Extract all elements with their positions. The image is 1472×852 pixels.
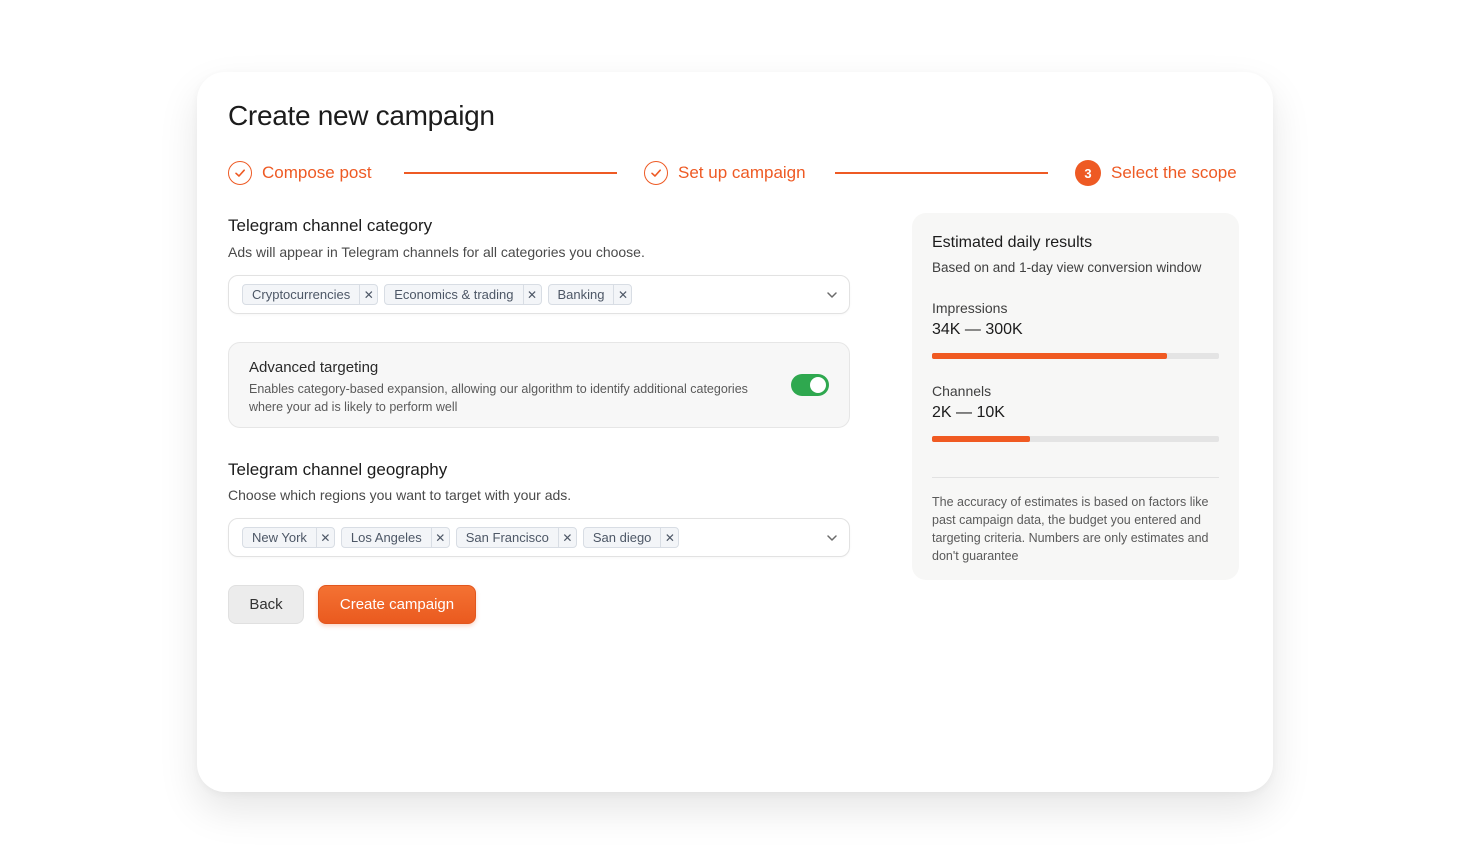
step-connector <box>835 172 1048 174</box>
geography-title: Telegram channel geography <box>228 460 448 479</box>
impressions-bar-fill <box>932 353 1167 359</box>
chip-label: Los Angeles <box>350 530 422 545</box>
check-circle-icon <box>644 161 668 185</box>
remove-icon[interactable]: ✕ <box>431 528 449 547</box>
step-connector <box>404 172 617 174</box>
category-description: Ads will appear in Telegram channels for all categories you choose. <box>228 244 645 260</box>
remove-icon[interactable]: ✕ <box>660 528 678 547</box>
remove-icon[interactable]: ✕ <box>613 285 631 304</box>
category-multiselect[interactable] <box>228 275 850 314</box>
chevron-down-icon[interactable] <box>825 288 839 302</box>
advanced-targeting-card <box>228 342 850 428</box>
channels-bar <box>932 436 1219 442</box>
estimates-subtitle: Based on and 1-day view conversion window <box>932 260 1202 275</box>
category-chips <box>242 284 632 305</box>
step-number-badge: 3 <box>1075 160 1101 186</box>
chip-los-angeles <box>341 527 450 548</box>
estimates-panel <box>912 213 1239 580</box>
chip-label: San diego <box>592 530 652 545</box>
chip-banking <box>548 284 633 305</box>
create-campaign-button[interactable]: Create campaign <box>318 585 476 624</box>
chip-economics-trading <box>384 284 541 305</box>
chip-label: Economics & trading <box>394 287 514 302</box>
step-select-the-scope[interactable] <box>1075 159 1237 187</box>
chip-label: Banking <box>557 287 605 302</box>
campaign-card <box>197 72 1273 792</box>
back-button[interactable]: Back <box>228 585 304 624</box>
impressions-bar <box>932 353 1219 359</box>
channels-label: Channels <box>932 383 992 399</box>
step-label: Select the scope <box>1111 163 1237 182</box>
remove-icon[interactable]: ✕ <box>523 285 541 304</box>
geography-description: Choose which regions you want to target with your ads. <box>228 487 572 503</box>
step-label: Set up campaign <box>678 163 806 182</box>
page-title: Create new campaign <box>228 100 495 131</box>
impressions-label: Impressions <box>932 300 1008 316</box>
category-title: Telegram channel category <box>228 216 433 235</box>
chip-san-diego <box>583 527 680 548</box>
chip-label: Cryptocurrencies <box>252 287 351 302</box>
chip-label: San Francisco <box>465 530 549 545</box>
advanced-targeting-description: Enables category-based expansion, allowing our algorithm to identify additional categories where your ad is likely to perform well <box>249 382 748 414</box>
step-set-up-campaign[interactable] <box>644 159 806 187</box>
estimates-note: The accuracy of estimates is based on factors like past campaign data, the budget you entered and targeting criteria. Numbers are only estimates and don't guarantee <box>932 495 1209 563</box>
check-circle-icon <box>228 161 252 185</box>
step-label: Compose post <box>262 163 372 182</box>
channels-bar-fill <box>932 436 1030 442</box>
impressions-value: 34K — 300K <box>932 321 1023 338</box>
chevron-down-icon[interactable] <box>825 531 839 545</box>
step-compose-post[interactable] <box>228 159 372 187</box>
geography-chips <box>242 527 679 548</box>
remove-icon[interactable]: ✕ <box>359 285 377 304</box>
channels-value: 2K — 10K <box>932 404 1005 421</box>
advanced-targeting-title: Advanced targeting <box>249 359 379 376</box>
remove-icon[interactable]: ✕ <box>316 528 334 547</box>
chip-san-francisco <box>456 527 577 548</box>
geography-multiselect[interactable] <box>228 518 850 557</box>
advanced-targeting-toggle[interactable] <box>791 374 829 396</box>
estimates-title: Estimated daily results <box>932 234 1093 251</box>
remove-icon[interactable]: ✕ <box>558 528 576 547</box>
divider <box>932 477 1219 478</box>
toggle-knob <box>810 377 826 393</box>
chip-label: New York <box>252 530 307 545</box>
chip-cryptocurrencies <box>242 284 378 305</box>
chip-new-york <box>242 527 335 548</box>
